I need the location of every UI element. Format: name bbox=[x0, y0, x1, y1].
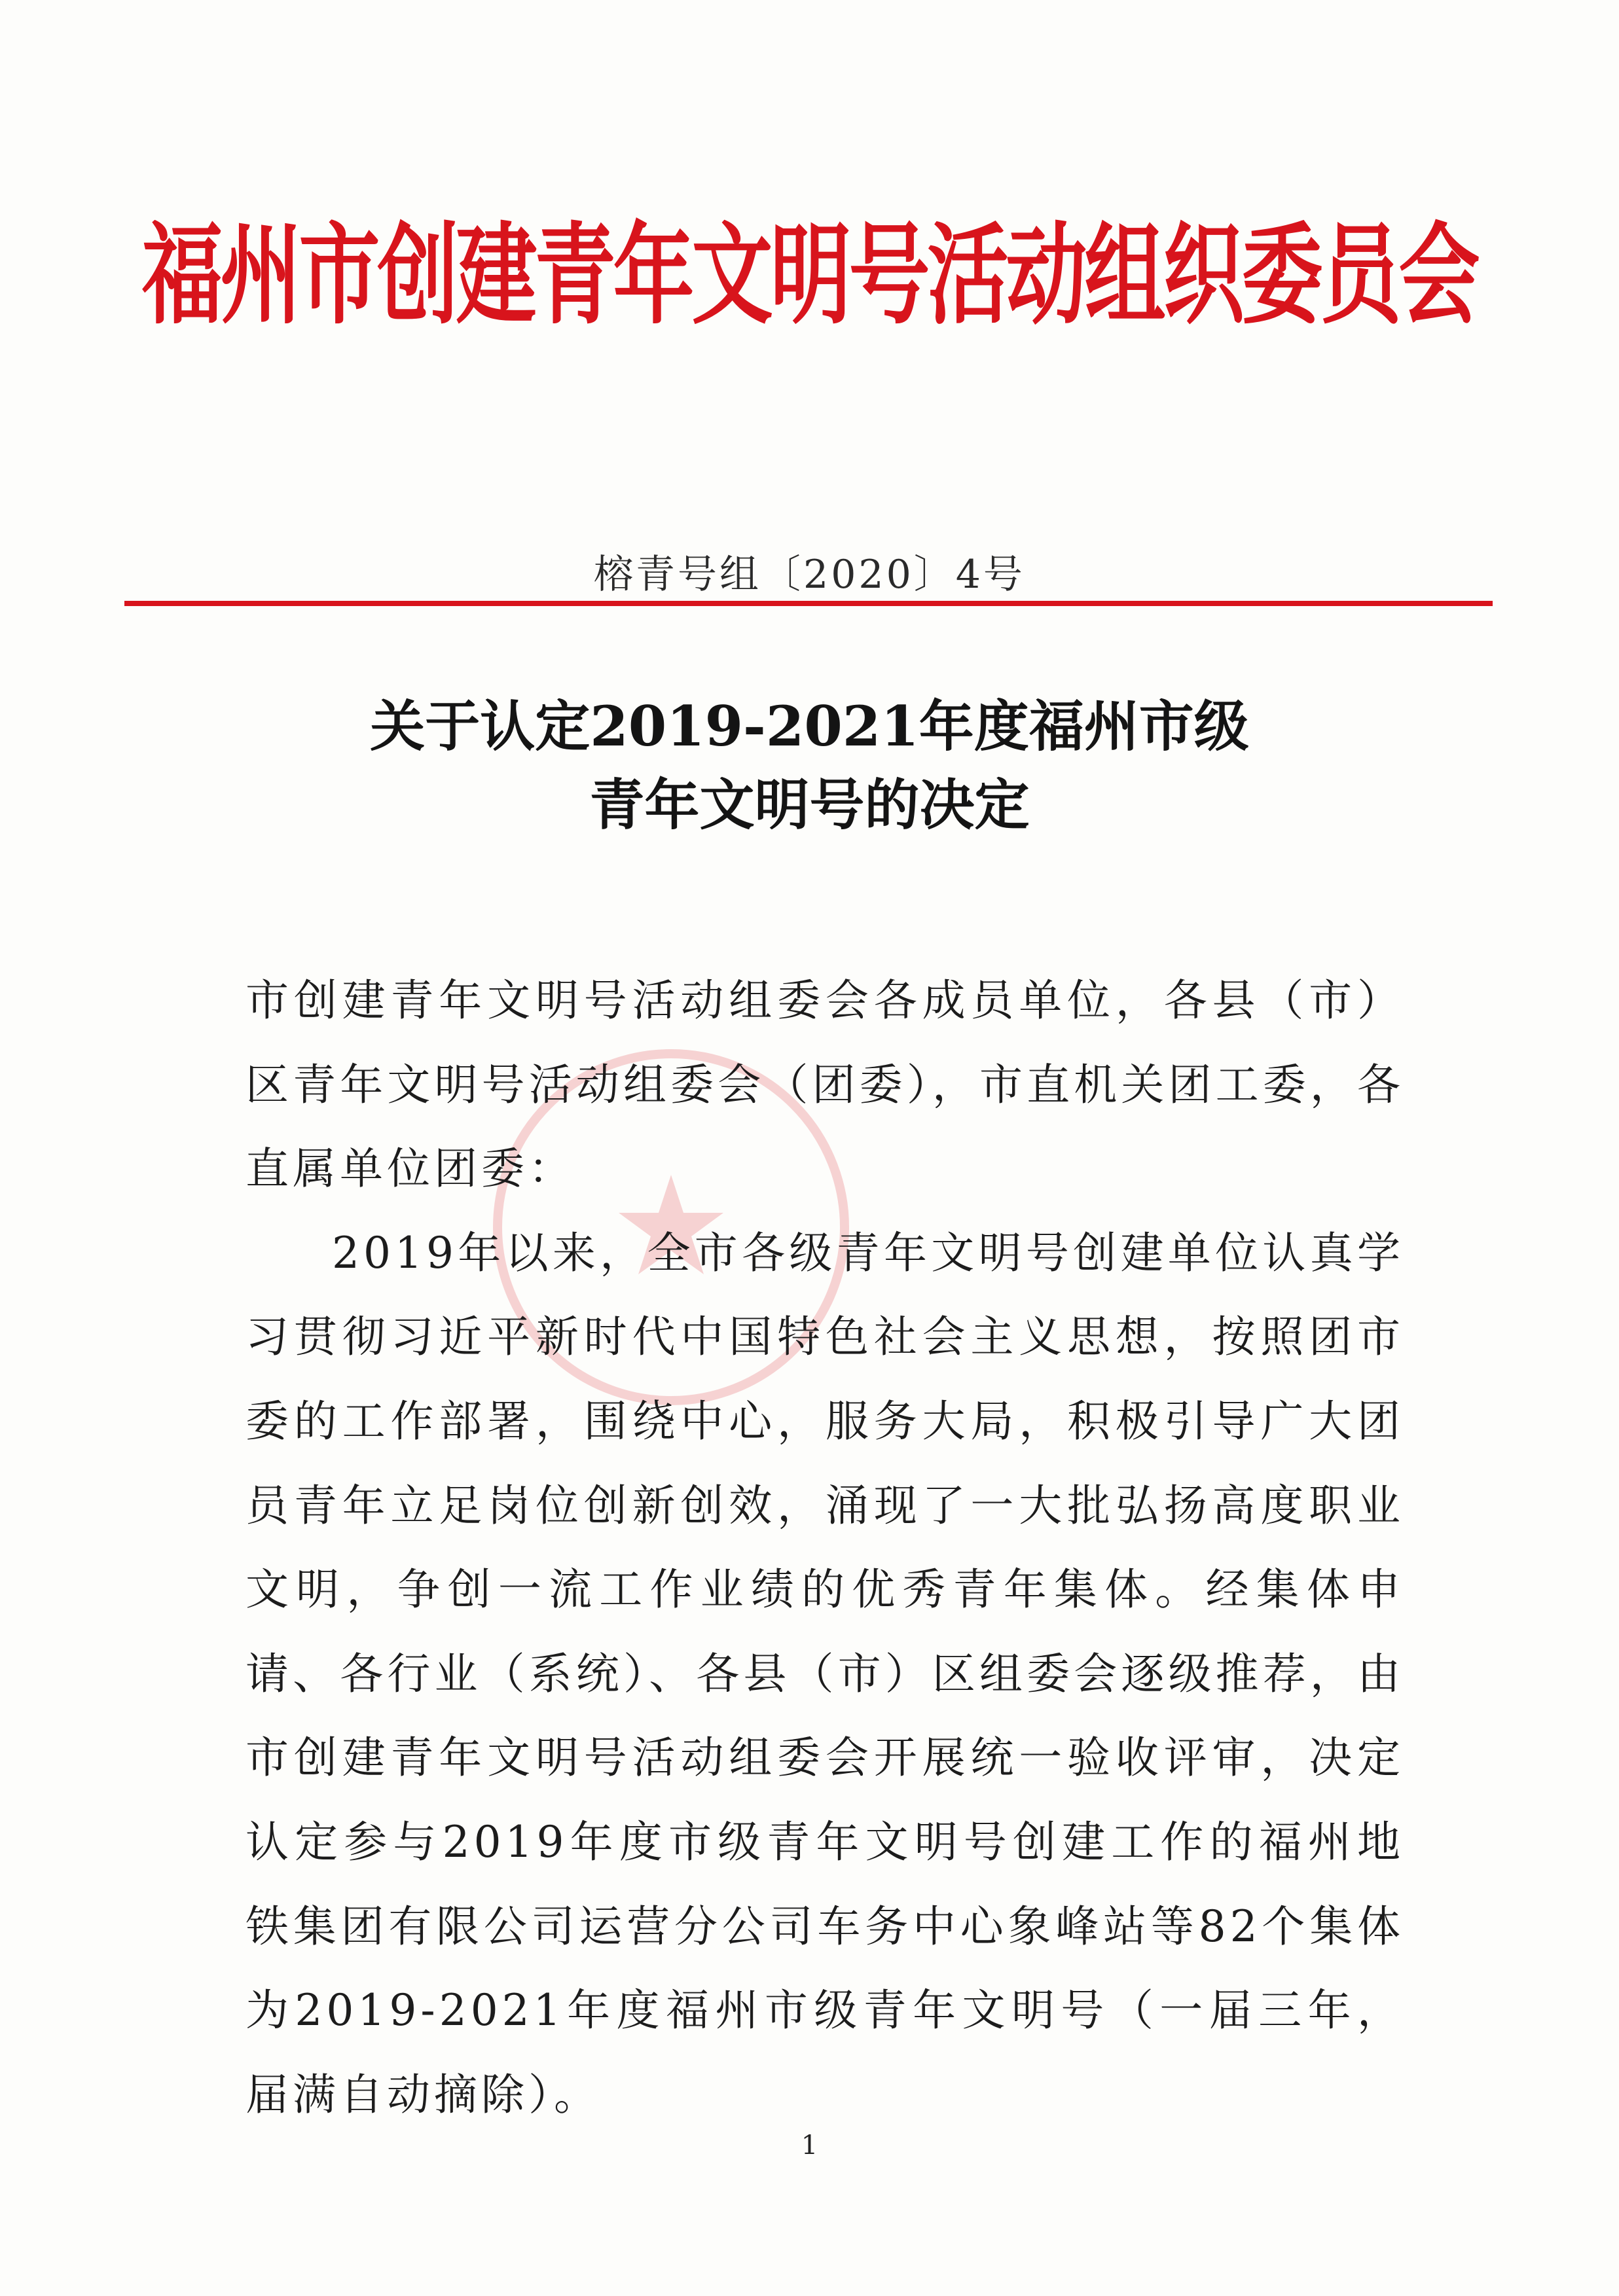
issuer-header: 福州市创建青年文明号活动组织委员会 bbox=[141, 212, 1478, 340]
body-paragraph: 2019年以来，全市各级青年文明号创建单位认真学习贯彻习近平新时代中国特色社会主义思想，按照团市委的工作部署，围绕中心，服务大局，积极引导广大团员青年立足岗位创新创效，涌现了一大批弘扬高度职业文明，争创一流工作业绩的优秀青年集体。经集体申请、各行业（系统）、各县（市）区组委会逐级推荐，由市创建青年文明号活动组委会开展统一验收评审，决定认定参与2019年度市级青年文明号创建工作的福州地铁集团有限公司运营分公司车务中心象峰站等82个集体为2019-2021年度福州市级青年文明号（一届三年，届满自动摘除）。 bbox=[246, 1227, 1404, 2120]
title-line-2: 青年文明号的决定 bbox=[589, 772, 1030, 837]
document-body bbox=[246, 959, 1404, 2137]
title-line-1: 关于认定2019-2021年度福州市级 bbox=[370, 694, 1249, 759]
document-title bbox=[0, 687, 1619, 844]
document-number: 榕青号组〔2020〕4号 bbox=[594, 552, 1025, 598]
red-divider-line bbox=[124, 601, 1493, 606]
page-number: 1 bbox=[801, 2130, 818, 2161]
recipients-paragraph: 市创建青年文明号活动组委会各成员单位，各县（市）区青年文明号活动组委会（团委），市直机关团工委，各直属单位团委： bbox=[246, 975, 1404, 1194]
